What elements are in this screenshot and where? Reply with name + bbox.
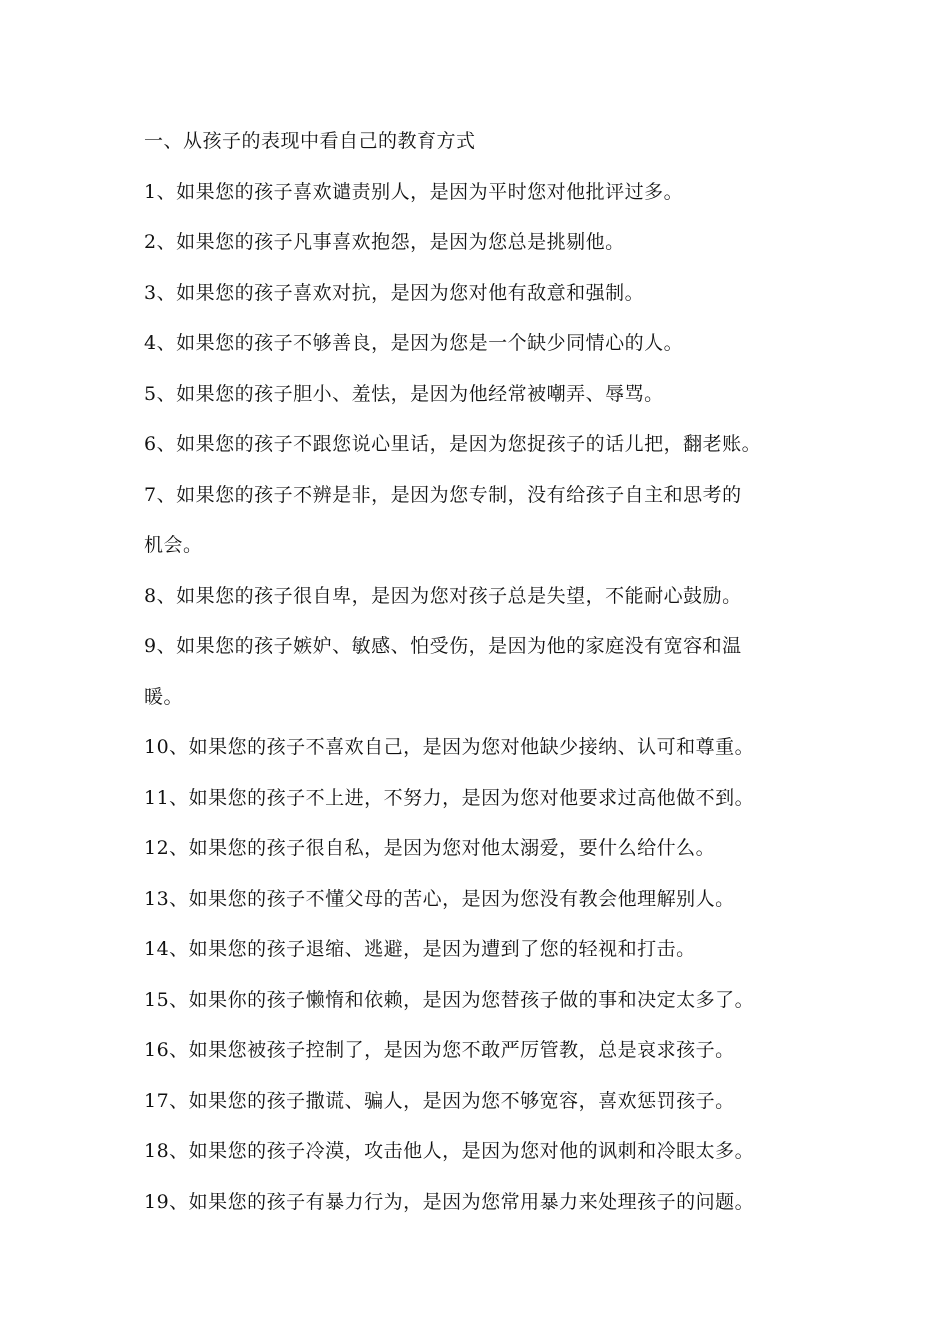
text-line-12: 12、如果您的孩子很自私，是因为您对他太溺爱，要什么给什么。 [144,837,716,859]
text-line-7-cont: 机会。 [144,534,203,556]
text-line-4: 4、如果您的孩子不够善良，是因为您是一个缺少同情心的人。 [144,332,684,354]
text-line-17: 17、如果您的孩子撒谎、骗人，是因为您不够宽容，喜欢惩罚孩子。 [144,1089,735,1112]
text-line-13: 13、如果您的孩子不懂父母的苦心，是因为您没有教会他理解别人。 [144,887,735,910]
text-line-16: 16、如果您被孩子控制了，是因为您不敢严厉管教，总是哀求孩子。 [144,1039,735,1061]
text-line-5: 5、如果您的孩子胆小、羞怯，是因为他经常被嘲弄、辱骂。 [144,382,664,405]
text-line-9-cont: 暖。 [144,685,184,708]
text-line-6: 6、如果您的孩子不跟您说心里话，是因为您捉孩子的话儿把，翻老账。 [144,433,762,455]
text-line-14: 14、如果您的孩子退缩、逃避，是因为遭到了您的轻视和打击。 [144,938,696,960]
text-line-8: 8、如果您的孩子很自卑，是因为您对孩子总是失望，不能耐心鼓励。 [144,584,742,607]
text-line-10: 10、如果您的孩子不喜欢自己，是因为您对他缺少接纳、认可和尊重。 [144,736,755,758]
text-line-9: 9、如果您的孩子嫉妒、敏感、怕受伤，是因为他的家庭没有宽容和温 [144,635,742,657]
text-line-15: 15、如果你的孩子懒惰和依赖，是因为您替孩子做的事和决定太多了。 [144,988,755,1011]
text-line-7: 7、如果您的孩子不辨是非，是因为您专制，没有给孩子自主和思考的 [144,483,742,506]
text-line-11: 11、如果您的孩子不上进，不努力，是因为您对他要求过高他做不到。 [144,786,755,809]
text-line-18: 18、如果您的孩子冷漠，攻击他人，是因为您对他的讽刺和冷眼太多。 [144,1140,755,1162]
text-line-1: 1、如果您的孩子喜欢谴责别人，是因为平时您对他批评过多。 [144,180,684,203]
text-line-2: 2、如果您的孩子凡事喜欢抱怨，是因为您总是挑剔他。 [144,231,625,253]
text-line-19: 19、如果您的孩子有暴力行为，是因为您常用暴力来处理孩子的问题。 [144,1190,755,1213]
section-heading: 一、从孩子的表现中看自己的教育方式 [144,130,476,152]
text-line-3: 3、如果您的孩子喜欢对抗，是因为您对他有敌意和强制。 [144,281,645,304]
document-body [144,116,824,1227]
